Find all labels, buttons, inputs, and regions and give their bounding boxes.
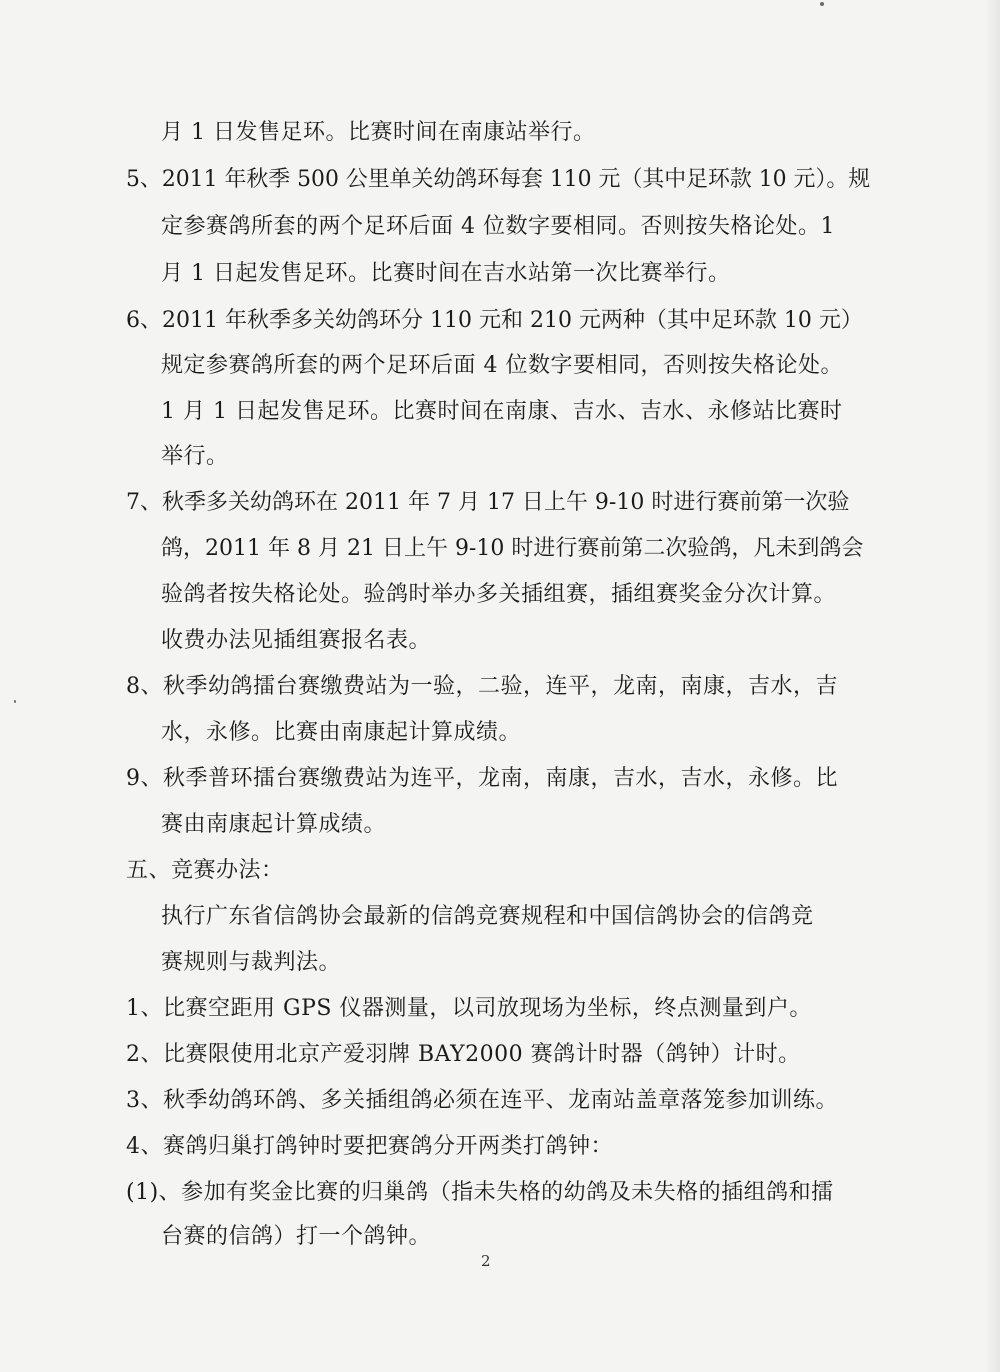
text-line: 举行。 xyxy=(161,444,229,469)
text-line: 收费办法见插组赛报名表。 xyxy=(161,628,432,653)
section-heading: 五、竞赛办法： xyxy=(126,858,284,883)
text-line: 1 月 1 日起发售足环。比赛时间在南康、吉水、吉水、永修站比赛时 xyxy=(161,399,843,424)
text-line: 8、秋季幼鸽擂台赛缴费站为一验，二验，连平，龙南，南康，吉水，吉 xyxy=(126,674,838,699)
text-line: 水，永修。比赛由南康起计算成绩。 xyxy=(161,720,522,745)
scan-speck xyxy=(14,700,16,703)
text-line: 月 1 日起发售足环。比赛时间在吉水站第一次比赛举行。 xyxy=(161,261,731,286)
text-line: 赛规则与裁判法。 xyxy=(161,950,342,975)
page-number: 2 xyxy=(481,1252,491,1270)
text-line: 5、2011 年秋季 500 公里单关幼鸽环每套 110 元（其中足环款 10 元）。规 xyxy=(126,167,871,192)
text-line: 台赛的信鸽）打一个鸽钟。 xyxy=(161,1224,432,1249)
text-line: 9、秋季普环擂台赛缴费站为连平，龙南，南康，吉水，吉水，永修。比 xyxy=(126,766,838,791)
text-line: 2、比赛限使用北京产爱羽牌 BAY2000 赛鸽计时器（鸽钟）计时。 xyxy=(126,1042,801,1067)
text-line: 7、秋季多关幼鸽环在 2011 年 7 月 17 日上午 9-10 时进行赛前第一次验 xyxy=(126,490,850,515)
text-line: 月 1 日发售足环。比赛时间在南康站举行。 xyxy=(161,120,596,145)
text-line: 赛由南康起计算成绩。 xyxy=(161,812,387,837)
text-line: 验鸽者按失格论处。验鸽时举办多关插组赛，插组赛奖金分次计算。 xyxy=(161,582,837,607)
text-line: 定参赛鸽所套的两个足环后面 4 位数字要相同。否则按失格论处。1 xyxy=(161,214,835,239)
text-line: 执行广东省信鸽协会最新的信鸽竞赛规程和中国信鸽协会的信鸽竞 xyxy=(161,904,814,929)
scan-edge-shadow xyxy=(984,0,1000,1372)
text-line: (1)、参加有奖金比赛的归巢鸽（指未失格的幼鸽及未失格的插组鸽和擂 xyxy=(126,1180,834,1205)
text-line: 4、赛鸽归巢打鸽钟时要把赛鸽分开两类打鸽钟： xyxy=(126,1134,613,1159)
scan-speck xyxy=(820,2,824,6)
text-line: 1、比赛空距用 GPS 仪器测量，以司放现场为坐标，终点测量到户。 xyxy=(126,996,812,1021)
text-line: 6、2011 年秋季多关幼鸽环分 110 元和 210 元两种（其中足环款 10 元） xyxy=(126,308,863,333)
text-line: 3、秋季幼鸽环鸽、多关插组鸽必须在连平、龙南站盖章落笼参加训练。 xyxy=(126,1088,838,1113)
text-line: 鸽，2011 年 8 月 21 日上午 9-10 时进行赛前第二次验鸽，凡未到鸽会 xyxy=(161,536,864,561)
text-line: 规定参赛鸽所套的两个足环后面 4 位数字要相同，否则按失格论处。 xyxy=(161,353,843,378)
